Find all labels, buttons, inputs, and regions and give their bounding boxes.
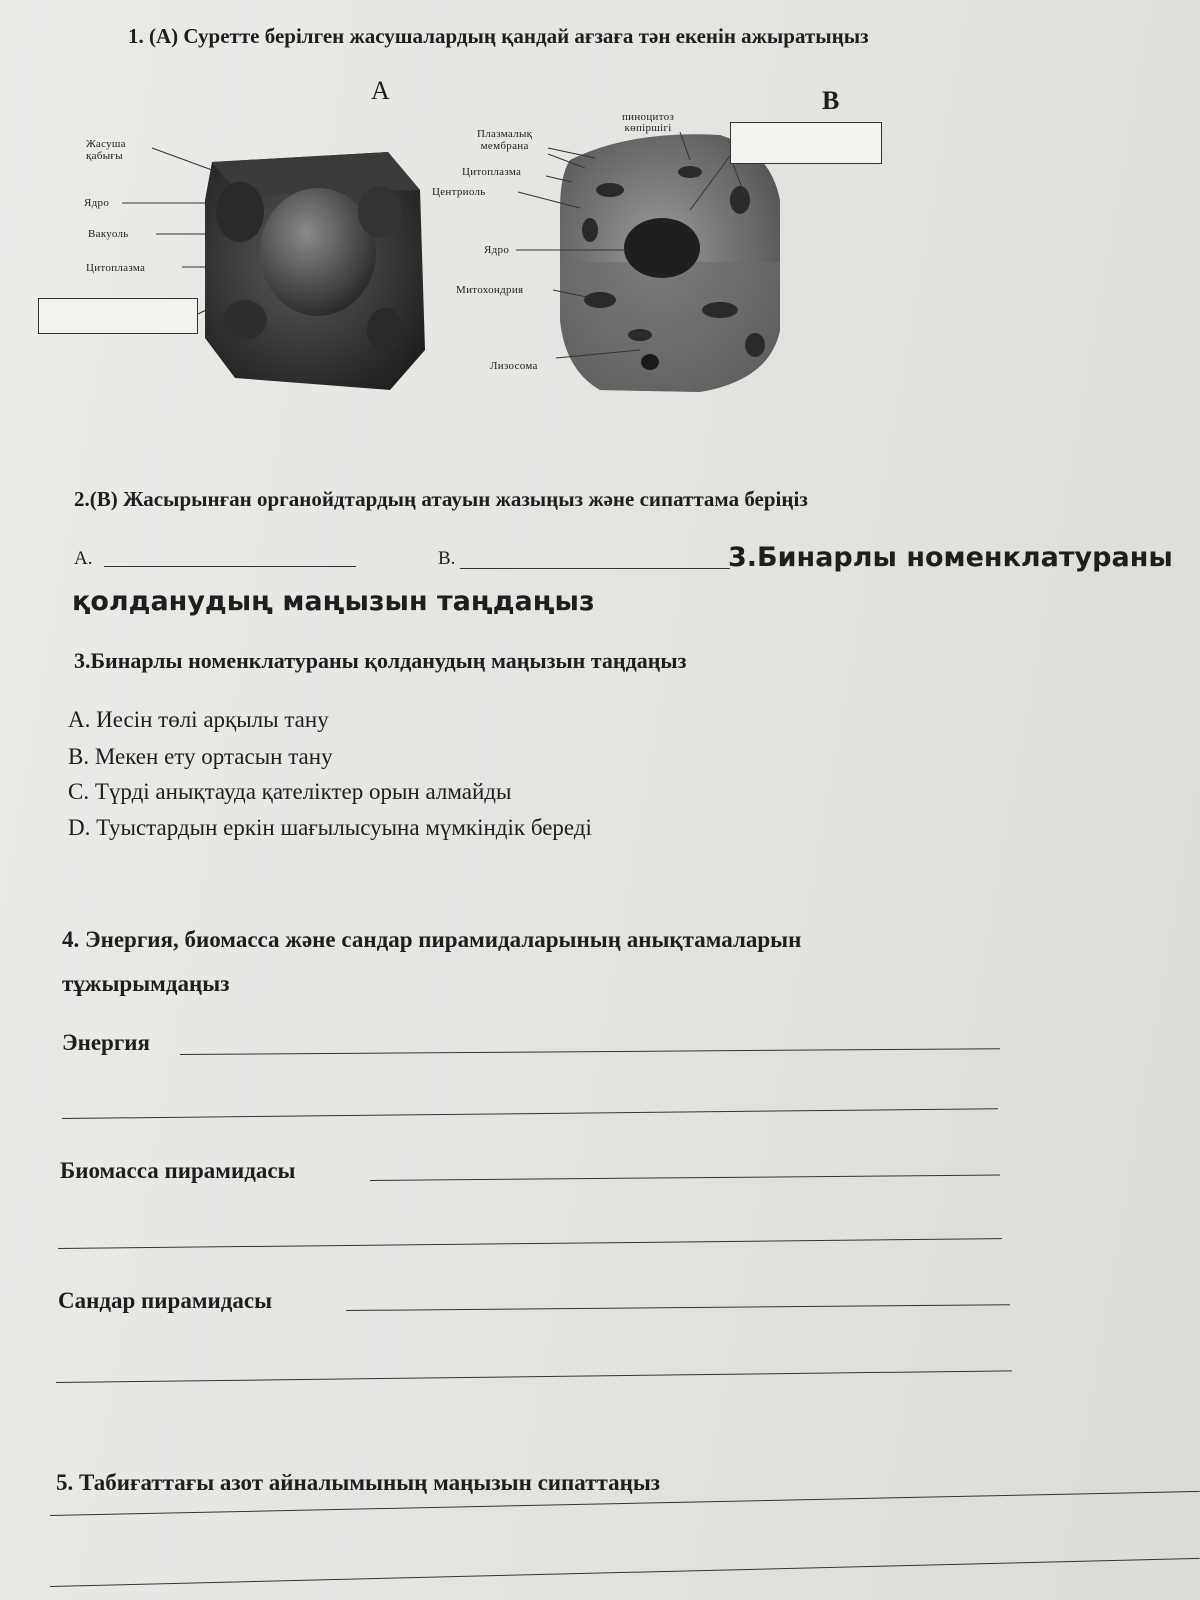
biomass-pyramid-label: Биомасса пирамидасы bbox=[60, 1158, 296, 1183]
label-plant-cytoplasm: Цитоплазма bbox=[86, 262, 146, 274]
label-mitochondria: Митохондрия bbox=[456, 284, 524, 296]
label-plant-nucleus: Ядро bbox=[84, 197, 110, 209]
cell-figure bbox=[0, 0, 1200, 420]
label-animal-nucleus: Ядро bbox=[484, 244, 510, 256]
question-4-title-line1: 4. Энергия, биомасса және сандар пирамидаларының анықтамаларын bbox=[62, 927, 802, 952]
q3-option-b[interactable]: B. Мекен ету ортасын тану bbox=[68, 744, 333, 769]
question-4-title bbox=[62, 918, 801, 1006]
q3-overlap-title-cont: қолданудың маңызын таңдаңыз bbox=[72, 586, 595, 617]
question-4-title-line2: тұжырымдаңыз bbox=[62, 971, 230, 996]
label-centriole: Центриоль bbox=[432, 186, 486, 198]
energy-label: Энергия bbox=[62, 1030, 150, 1055]
biomass-answer-line-2[interactable] bbox=[58, 1238, 1002, 1249]
energy-answer-line-1[interactable] bbox=[180, 1048, 1000, 1055]
biomass-answer-line-1[interactable] bbox=[370, 1175, 1000, 1181]
figure-label-a: А bbox=[371, 76, 390, 105]
q3-overlap-title: 3.Бинарлы номенклатураны bbox=[728, 542, 1173, 573]
q3-option-a[interactable]: A. Иесін төлі арқылы тану bbox=[68, 707, 329, 732]
q2-answer-b-label: В. bbox=[438, 548, 456, 569]
numbers-answer-line-2[interactable] bbox=[56, 1370, 1012, 1383]
question-3-title: 3.Бинарлы номенклатураны қолданудың маңызын таңдаңыз bbox=[74, 648, 687, 673]
label-lysosome: Лизосома bbox=[490, 360, 538, 372]
question-2-title: 2.(В) Жасырынған органойдтардың атауын жазыңыз және сипаттама беріңіз bbox=[74, 487, 808, 511]
blank-answer-box-b[interactable] bbox=[730, 122, 882, 164]
question-1-title: 1. (А) Суретте берілген жасушалардың қандай ағзаға тән екенін ажыратыңыз bbox=[128, 24, 869, 48]
animal-cell-illustration bbox=[560, 134, 780, 392]
q3-option-c[interactable]: C. Түрді анықтауда қателіктер орын алмайды bbox=[68, 779, 512, 804]
q5-answer-line-2[interactable] bbox=[50, 1558, 1200, 1587]
question-5-title: 5. Табиғаттағы азот айналымының маңызын сипаттаңыз bbox=[56, 1470, 661, 1495]
q2-answer-b-line[interactable] bbox=[460, 568, 730, 569]
label-pinocytosis-vesicle: пиноцитоз көпіршігі bbox=[622, 111, 675, 134]
q3-option-d[interactable]: D. Туыстардын еркін шағылысуына мүмкіндік береді bbox=[68, 815, 592, 840]
plant-cell-illustration bbox=[205, 152, 425, 390]
energy-answer-line-2[interactable] bbox=[62, 1108, 998, 1119]
numbers-pyramid-label: Сандар пирамидасы bbox=[58, 1288, 273, 1313]
numbers-answer-line-1[interactable] bbox=[346, 1304, 1010, 1311]
q2-answer-a-label: А. bbox=[74, 548, 93, 569]
q2-answer-a-line[interactable] bbox=[104, 566, 356, 567]
blank-answer-box-a[interactable] bbox=[38, 298, 198, 334]
animal-nucleus bbox=[624, 218, 700, 278]
label-cell-wall: Жасуша қабығы bbox=[86, 138, 126, 162]
label-animal-cytoplasm: Цитоплазма bbox=[462, 166, 522, 178]
label-plasma-membrane: Плазмалық мембрана bbox=[477, 128, 533, 152]
figure-label-b: В bbox=[822, 86, 840, 115]
label-vacuole: Вакуоль bbox=[88, 228, 129, 240]
